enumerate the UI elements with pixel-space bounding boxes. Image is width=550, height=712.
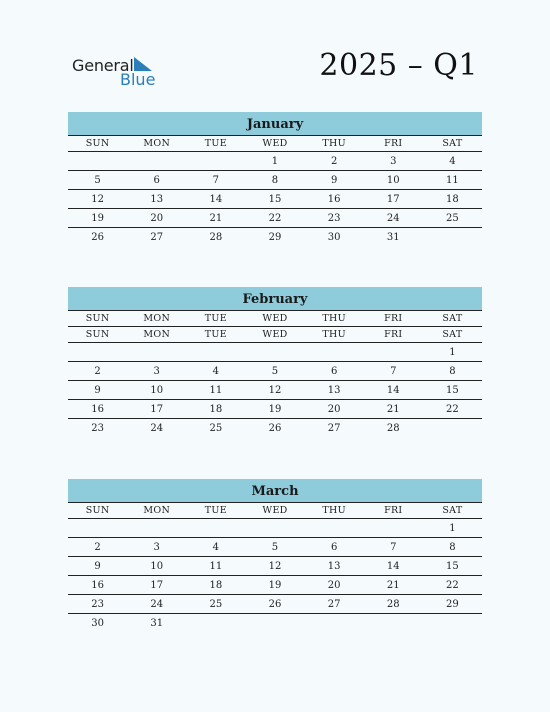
month-grid bbox=[68, 503, 482, 632]
day-cell: 18 bbox=[423, 190, 482, 209]
day-cell: 17 bbox=[364, 190, 423, 209]
day-cell: 31 bbox=[386, 231, 400, 243]
day-cell: 13 bbox=[127, 190, 186, 209]
day-cell: 17 bbox=[127, 400, 186, 419]
day-cell: 19 bbox=[245, 400, 304, 419]
day-cell bbox=[364, 519, 423, 538]
weekday-header-row bbox=[68, 503, 482, 519]
week-row bbox=[68, 400, 482, 419]
day-cell: 19 bbox=[245, 576, 304, 595]
weekday-header-row bbox=[68, 136, 482, 152]
day-cell: 5 bbox=[245, 362, 304, 381]
day-cell bbox=[68, 152, 127, 171]
week-row bbox=[68, 538, 482, 557]
weekday-label: THU bbox=[305, 311, 364, 327]
week-row bbox=[68, 576, 482, 595]
day-cell: 24 bbox=[150, 422, 164, 434]
day-cell bbox=[364, 343, 423, 362]
week-row bbox=[68, 595, 482, 614]
day-cell: 5 bbox=[245, 538, 304, 557]
day-cell: 27 bbox=[327, 422, 341, 434]
weekday-label: WED bbox=[245, 327, 304, 343]
weekday-label: FRI bbox=[364, 503, 423, 519]
day-cell: 18 bbox=[186, 576, 245, 595]
weekday-label: TUE bbox=[186, 327, 245, 343]
weekday-label: SAT bbox=[423, 136, 482, 152]
day-cell: 11 bbox=[186, 381, 245, 400]
weekday-label: THU bbox=[305, 503, 364, 519]
week-row bbox=[68, 614, 482, 633]
day-cell: 15 bbox=[423, 557, 482, 576]
month-february bbox=[68, 287, 482, 437]
weekday-label: TUE bbox=[186, 503, 245, 519]
day-cell: 9 bbox=[68, 557, 127, 576]
day-cell: 27 bbox=[150, 231, 164, 243]
day-cell: 13 bbox=[305, 557, 364, 576]
day-cell: 15 bbox=[245, 190, 304, 209]
day-cell: 14 bbox=[364, 381, 423, 400]
day-cell: 26 bbox=[91, 231, 104, 243]
day-cell: 11 bbox=[423, 171, 482, 190]
day-cell: 12 bbox=[245, 381, 304, 400]
day-cell bbox=[245, 519, 304, 538]
day-cell: 7 bbox=[364, 362, 423, 381]
day-cell bbox=[186, 152, 245, 171]
day-cell: 20 bbox=[305, 576, 364, 595]
day-cell: 23 bbox=[68, 595, 127, 614]
page-title: 2025 – Q1 bbox=[319, 48, 478, 83]
day-cell bbox=[127, 152, 186, 171]
weekday-label: FRI bbox=[364, 311, 423, 327]
day-cell: 26 bbox=[245, 595, 304, 614]
day-cell: 20 bbox=[127, 209, 186, 228]
day-cell: 21 bbox=[186, 209, 245, 228]
weekday-label: WED bbox=[245, 136, 304, 152]
day-cell: 7 bbox=[186, 171, 245, 190]
weekday-label: MON bbox=[127, 327, 186, 343]
day-cell bbox=[423, 228, 482, 247]
day-cell: 5 bbox=[68, 171, 127, 190]
day-cell bbox=[186, 343, 245, 362]
weekday-label: TUE bbox=[186, 311, 245, 327]
day-cell bbox=[186, 519, 245, 538]
month-header: February bbox=[68, 287, 482, 311]
day-cell: 15 bbox=[423, 381, 482, 400]
day-cell: 8 bbox=[423, 362, 482, 381]
day-cell: 21 bbox=[364, 576, 423, 595]
week-row bbox=[68, 171, 482, 190]
day-cell: 4 bbox=[186, 538, 245, 557]
day-cell: 9 bbox=[305, 171, 364, 190]
weekday-label: SAT bbox=[423, 311, 482, 327]
week-row bbox=[68, 557, 482, 576]
day-cell: 23 bbox=[305, 209, 364, 228]
day-cell: 22 bbox=[245, 209, 304, 228]
day-cell bbox=[364, 614, 423, 633]
weekday-label: SUN bbox=[68, 327, 127, 343]
day-cell: 6 bbox=[305, 362, 364, 381]
day-cell: 19 bbox=[68, 209, 127, 228]
day-cell bbox=[68, 519, 127, 538]
day-cell: 8 bbox=[423, 538, 482, 557]
day-cell: 24 bbox=[127, 595, 186, 614]
weekday-label: SAT bbox=[423, 327, 482, 343]
day-cell: 2 bbox=[305, 152, 364, 171]
day-cell: 18 bbox=[186, 400, 245, 419]
day-cell: 30 bbox=[327, 231, 341, 243]
weekday-label: SUN bbox=[68, 311, 127, 327]
weekday-label: FRI bbox=[364, 327, 423, 343]
day-cell: 25 bbox=[186, 595, 245, 614]
day-cell bbox=[305, 343, 364, 362]
day-cell: 3 bbox=[364, 152, 423, 171]
month-january bbox=[68, 112, 482, 246]
week-row bbox=[68, 419, 482, 438]
day-cell bbox=[305, 614, 364, 633]
logo-general-text: General bbox=[72, 56, 134, 75]
day-cell: 9 bbox=[68, 381, 127, 400]
month-header: January bbox=[68, 112, 482, 136]
weekday-label: WED bbox=[245, 311, 304, 327]
day-cell: 28 bbox=[386, 422, 400, 434]
day-cell: 1 bbox=[423, 519, 482, 538]
logo-blue-text: Blue bbox=[120, 70, 156, 89]
weekday-header-row bbox=[68, 311, 482, 327]
day-cell: 28 bbox=[209, 231, 223, 243]
day-cell bbox=[127, 343, 186, 362]
week-row bbox=[68, 209, 482, 228]
day-cell: 22 bbox=[423, 400, 482, 419]
weekday-label: SUN bbox=[68, 136, 127, 152]
day-cell bbox=[423, 614, 482, 633]
week-row bbox=[68, 152, 482, 171]
week-row bbox=[68, 381, 482, 400]
day-cell bbox=[186, 614, 245, 633]
day-cell: 17 bbox=[127, 576, 186, 595]
weekday-label: SUN bbox=[68, 503, 127, 519]
logo bbox=[72, 54, 162, 90]
weekday-header-row bbox=[68, 327, 482, 343]
day-cell: 16 bbox=[68, 576, 127, 595]
day-cell: 14 bbox=[186, 190, 245, 209]
day-cell: 3 bbox=[127, 538, 186, 557]
day-cell: 30 bbox=[91, 617, 104, 629]
day-cell bbox=[305, 519, 364, 538]
weekday-label: FRI bbox=[364, 136, 423, 152]
day-cell: 28 bbox=[364, 595, 423, 614]
week-row bbox=[68, 228, 482, 247]
weekday-label: SAT bbox=[423, 503, 482, 519]
weekday-label: MON bbox=[127, 503, 186, 519]
weekday-label: THU bbox=[305, 327, 364, 343]
day-cell: 25 bbox=[423, 209, 482, 228]
day-cell bbox=[68, 343, 127, 362]
month-grid bbox=[68, 311, 482, 437]
month-grid bbox=[68, 136, 482, 246]
day-cell: 16 bbox=[305, 190, 364, 209]
week-row bbox=[68, 343, 482, 362]
day-cell: 31 bbox=[150, 617, 164, 629]
day-cell: 21 bbox=[364, 400, 423, 419]
day-cell: 4 bbox=[186, 362, 245, 381]
week-row bbox=[68, 362, 482, 381]
day-cell: 8 bbox=[245, 171, 304, 190]
day-cell: 29 bbox=[268, 231, 282, 243]
day-cell: 7 bbox=[364, 538, 423, 557]
weekday-label: WED bbox=[245, 503, 304, 519]
day-cell: 25 bbox=[209, 422, 223, 434]
day-cell bbox=[127, 519, 186, 538]
weekday-label: TUE bbox=[186, 136, 245, 152]
month-header: March bbox=[68, 479, 482, 503]
day-cell: 10 bbox=[127, 381, 186, 400]
day-cell: 2 bbox=[68, 538, 127, 557]
day-cell: 4 bbox=[423, 152, 482, 171]
weekday-label: MON bbox=[127, 311, 186, 327]
day-cell: 12 bbox=[245, 557, 304, 576]
day-cell: 2 bbox=[68, 362, 127, 381]
day-cell: 16 bbox=[68, 400, 127, 419]
day-cell: 1 bbox=[245, 152, 304, 171]
week-row bbox=[68, 190, 482, 209]
day-cell bbox=[245, 343, 304, 362]
day-cell: 10 bbox=[127, 557, 186, 576]
day-cell: 6 bbox=[305, 538, 364, 557]
day-cell: 27 bbox=[305, 595, 364, 614]
day-cell: 6 bbox=[127, 171, 186, 190]
weekday-label: MON bbox=[127, 136, 186, 152]
day-cell: 20 bbox=[305, 400, 364, 419]
day-cell: 13 bbox=[305, 381, 364, 400]
weekday-label: THU bbox=[305, 136, 364, 152]
month-march bbox=[68, 479, 482, 632]
week-row bbox=[68, 519, 482, 538]
day-cell: 12 bbox=[68, 190, 127, 209]
day-cell: 26 bbox=[268, 422, 282, 434]
day-cell: 29 bbox=[423, 595, 482, 614]
day-cell: 14 bbox=[364, 557, 423, 576]
day-cell: 24 bbox=[364, 209, 423, 228]
day-cell: 3 bbox=[127, 362, 186, 381]
day-cell bbox=[245, 614, 304, 633]
day-cell: 10 bbox=[364, 171, 423, 190]
day-cell: 23 bbox=[91, 422, 104, 434]
day-cell: 22 bbox=[423, 576, 482, 595]
day-cell bbox=[423, 419, 482, 438]
day-cell: 1 bbox=[423, 343, 482, 362]
day-cell: 11 bbox=[186, 557, 245, 576]
